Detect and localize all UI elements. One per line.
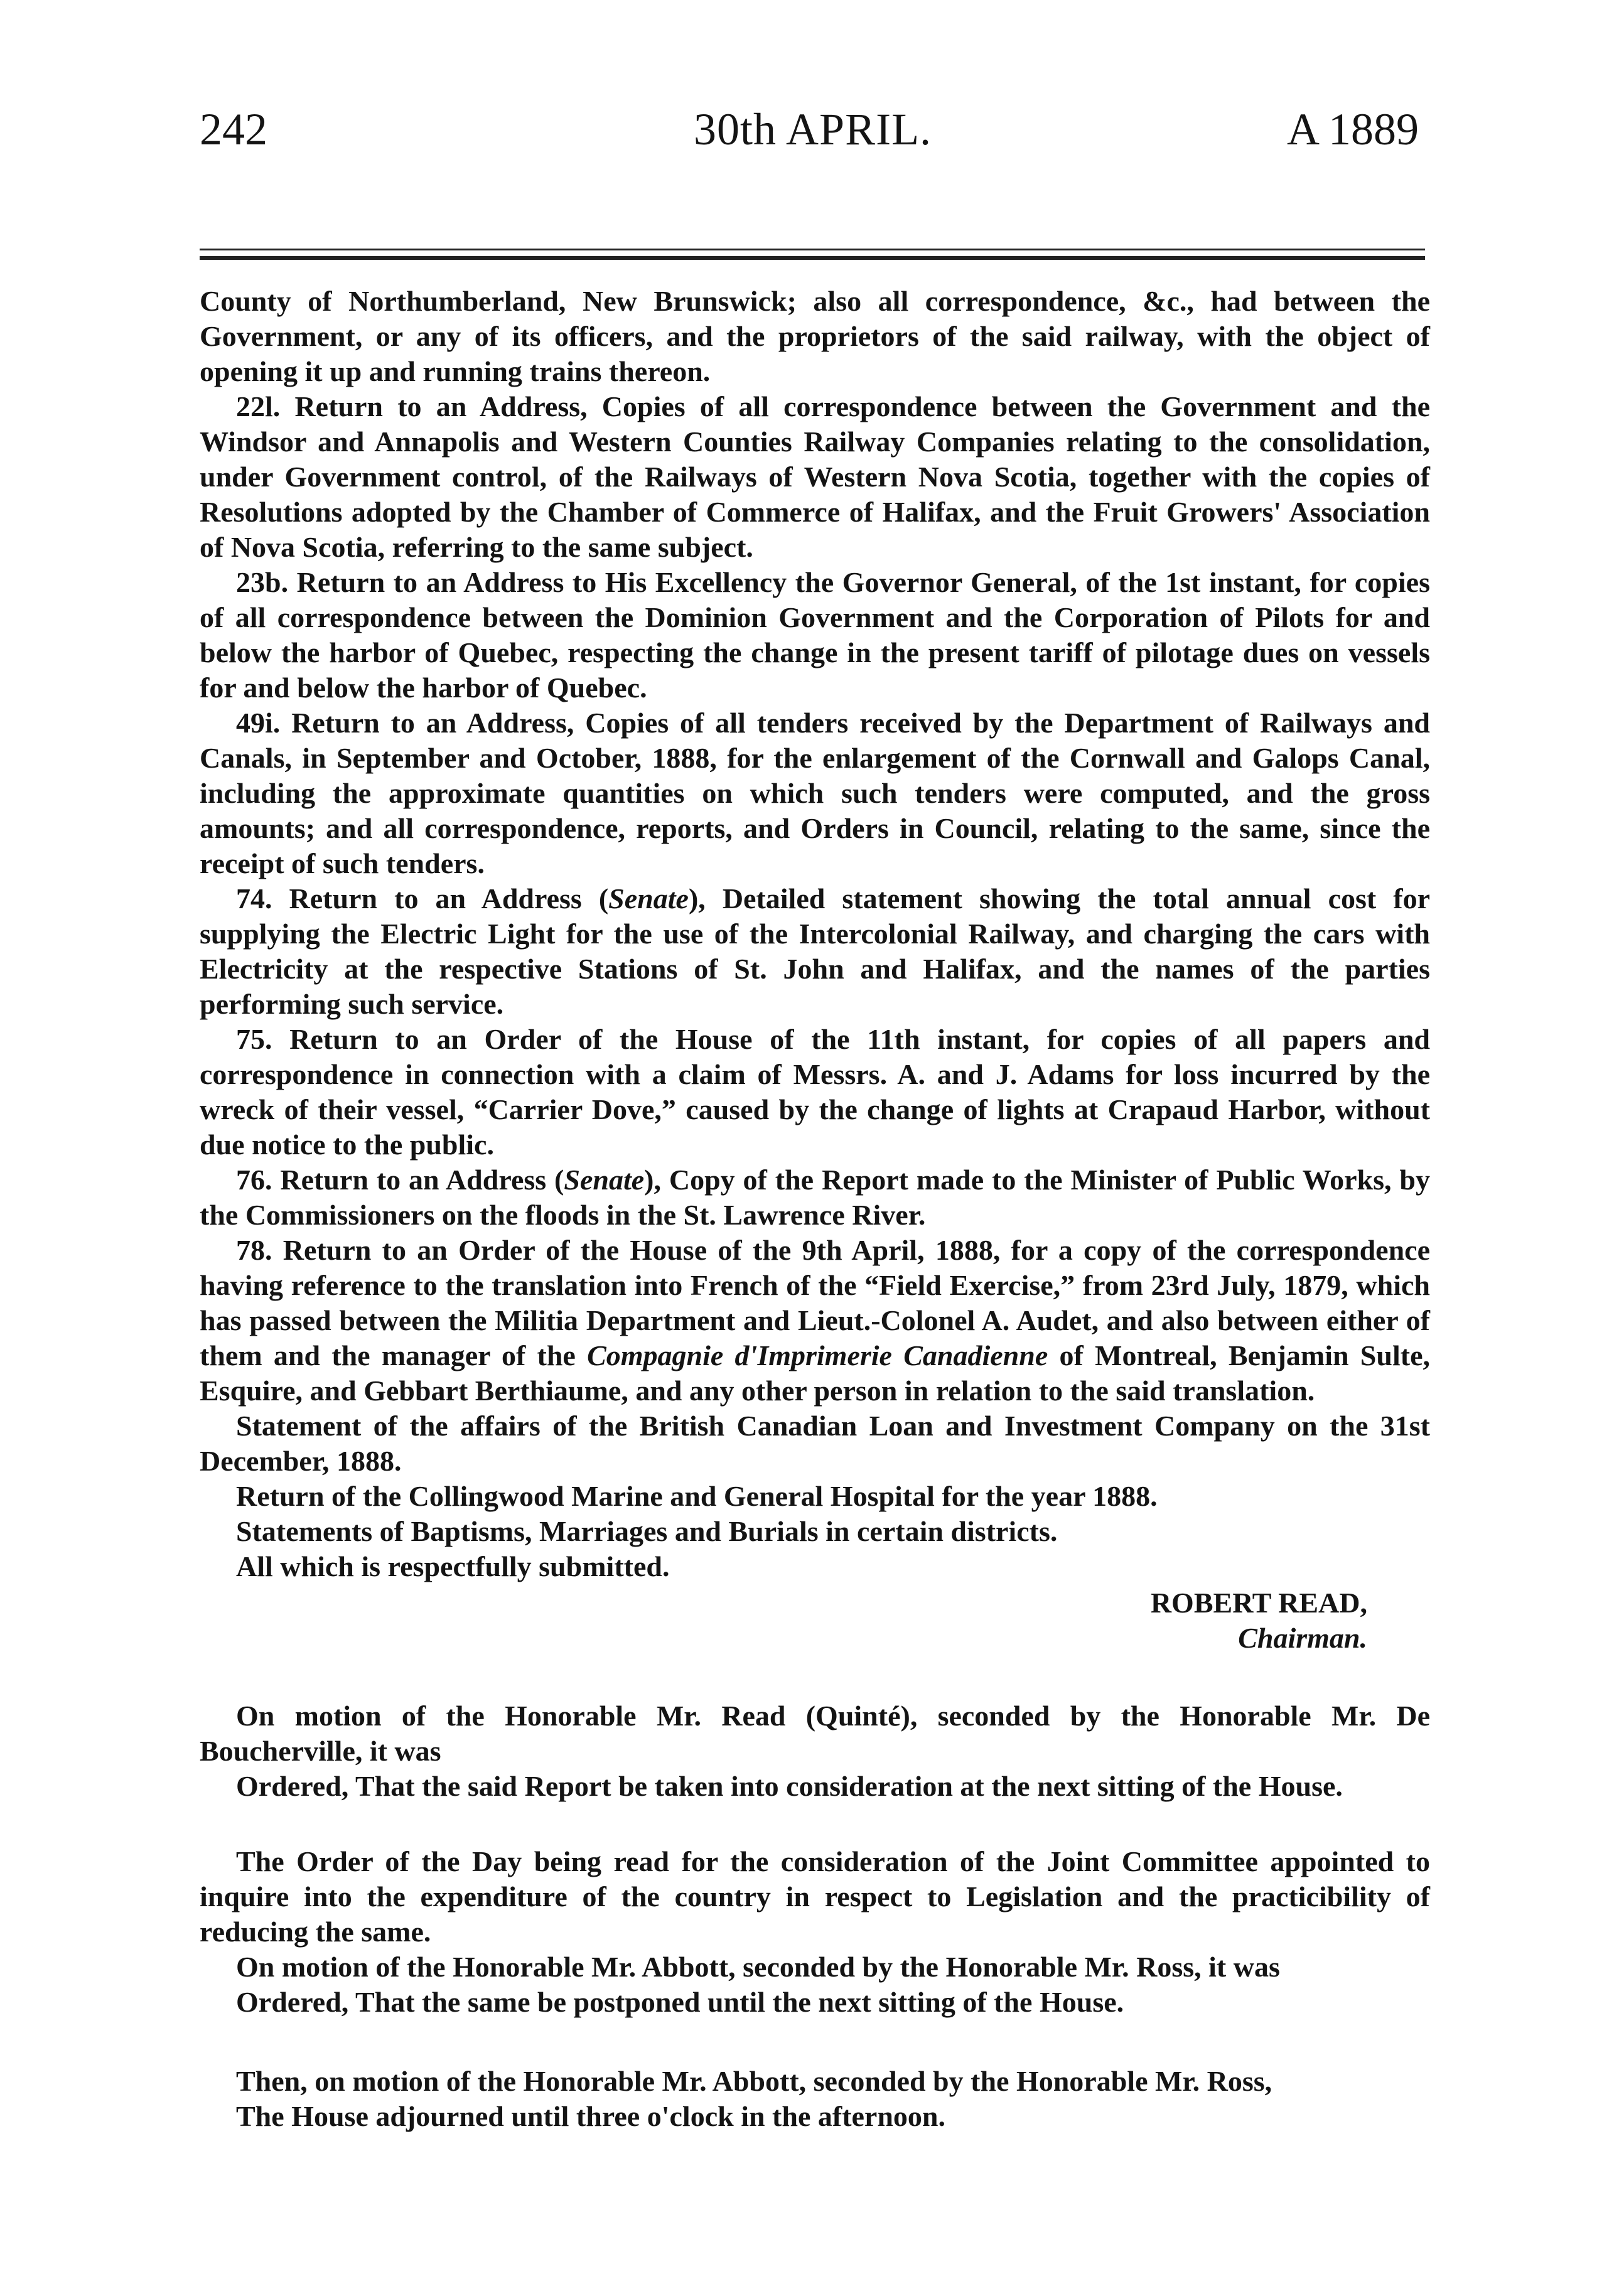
- header-rule-thick: [200, 256, 1425, 260]
- item-78: [200, 1233, 1430, 1408]
- ordered-postponed: Ordered, That the same be postponed until the next sitting of the House.: [236, 1986, 1124, 2018]
- item-76-senate: Senate: [564, 1164, 645, 1196]
- item-76-text-b: ), Copy of the Report made to the Minister of Public Works, by the Commissioners on the floods in the St. Lawrence River.: [200, 1164, 1430, 1231]
- statements-baptisms: Statements of Baptisms, Marriages and Burials in certain districts.: [236, 1515, 1058, 1547]
- body-text: [200, 284, 1430, 2134]
- signature-name: ROBERT READ,: [1150, 1587, 1367, 1619]
- item-74-text-a: 74. Return to an Address (: [236, 882, 609, 915]
- item-74: [200, 881, 1430, 1022]
- house-adjourned: The House adjourned until three o'clock in the afternoon.: [236, 2100, 946, 2132]
- running-title: 30th APRIL.: [694, 104, 932, 154]
- paragraph-continuation: County of Northumberland, New Brunswick; also all correspondence, &c., had between the Government, or any of its officers, and the proprietors of the said railway, with the object of opening it up and running trains thereon.: [200, 285, 1430, 387]
- item-78-text-b: of Montreal, Benjamin Sulte, Esquire, and Gebbart Berthiaume, and any other person in relation to the said translation.: [200, 1339, 1430, 1407]
- submitted-line: All which is respectfully submitted.: [236, 1550, 670, 1582]
- item-22l: 22l. Return to an Address, Copies of all correspondence between the Government and the Windsor and Annapolis and Western Counties Railway Companies relating to the consolidation, under Government control, of the Railways of Western Nova Scotia, together with the copies of Resolutions adopted by the Chamber of Commerce of Halifax, and the Fruit Growers' Association of Nova Scotia, referring to the same subject.: [200, 390, 1430, 563]
- statement-loan-company: Statement of the affairs of the British Canadian Loan and Investment Company on the 31st December, 1888.: [200, 1410, 1430, 1477]
- page-number: 242: [200, 104, 267, 154]
- item-78-text-a: 78. Return to an Order of the House of the 9th April, 1888, for a copy of the correspondence having reference to the translation into French of the “Field Exercise,” from 23rd July, 1879, which has passed between the Militia Department and Lieut.-Colonel A. Audet, and also between either of them and the manager of the: [200, 1234, 1430, 1371]
- order-of-day: The Order of the Day being read for the consideration of the Joint Committee appointed to inquire into the expenditure of the country in respect to Legislation and the practicibility of reducing the same.: [200, 1845, 1430, 1948]
- session-year: A 1889: [1287, 104, 1419, 154]
- item-76: [200, 1162, 1430, 1233]
- motion-adjourn: Then, on motion of the Honorable Mr. Abbott, seconded by the Honorable Mr. Ross,: [236, 2065, 1272, 2097]
- item-23b: 23b. Return to an Address to His Excellency the Governor General, of the 1st instant, for copies of all correspondence between the Dominion Government and the Corporation of Pilots for and below the harbor of Quebec, respecting the change in the present tariff of pilotage dues on vessels for and below the harbor of Quebec.: [200, 566, 1430, 704]
- item-78-company: Compagnie d'Imprimerie Canadienne: [587, 1339, 1048, 1371]
- ordered-report: Ordered, That the said Report be taken into consideration at the next sitting of the House.: [236, 1770, 1343, 1802]
- item-74-text-b: ), Detailed statement showing the total annual cost for supplying the Electric Light for the use of the Intercolonial Railway, and charging the cars with Electricity at the respective Stations of St. John and Halifax, and the names of the parties performing such service.: [200, 882, 1430, 1020]
- return-hospital: Return of the Collingwood Marine and General Hospital for the year 1888.: [236, 1480, 1158, 1512]
- item-74-senate: Senate: [608, 882, 689, 915]
- item-76-text-a: 76. Return to an Address (: [236, 1164, 564, 1196]
- motion-abbott: On motion of the Honorable Mr. Abbott, seconded by the Honorable Mr. Ross, it was: [236, 1951, 1280, 1983]
- item-49i: 49i. Return to an Address, Copies of all tenders received by the Department of Railways and Canals, in September and October, 1888, for the enlargement of the Cornwall and Galops Canal, including the approximate quantities on which such tenders were computed, and the gross amounts; and all correspondence, reports, and Orders in Council, relating to the same, since the receipt of such tenders.: [200, 707, 1430, 879]
- header-rule-thin: [200, 249, 1425, 250]
- item-75: 75. Return to an Order of the House of the 11th instant, for copies of all papers and correspondence in connection with a claim of Messrs. A. and J. Adams for loss incurred by the wreck of their vessel, “Carrier Dove,” caused by the change of lights at Crapaud Harbor, without due notice to the public.: [200, 1023, 1430, 1161]
- motion-read: On motion of the Honorable Mr. Read (Quinté), seconded by the Honorable Mr. De Boucherville, it was: [200, 1700, 1430, 1767]
- signature-title: Chairman.: [1238, 1622, 1367, 1654]
